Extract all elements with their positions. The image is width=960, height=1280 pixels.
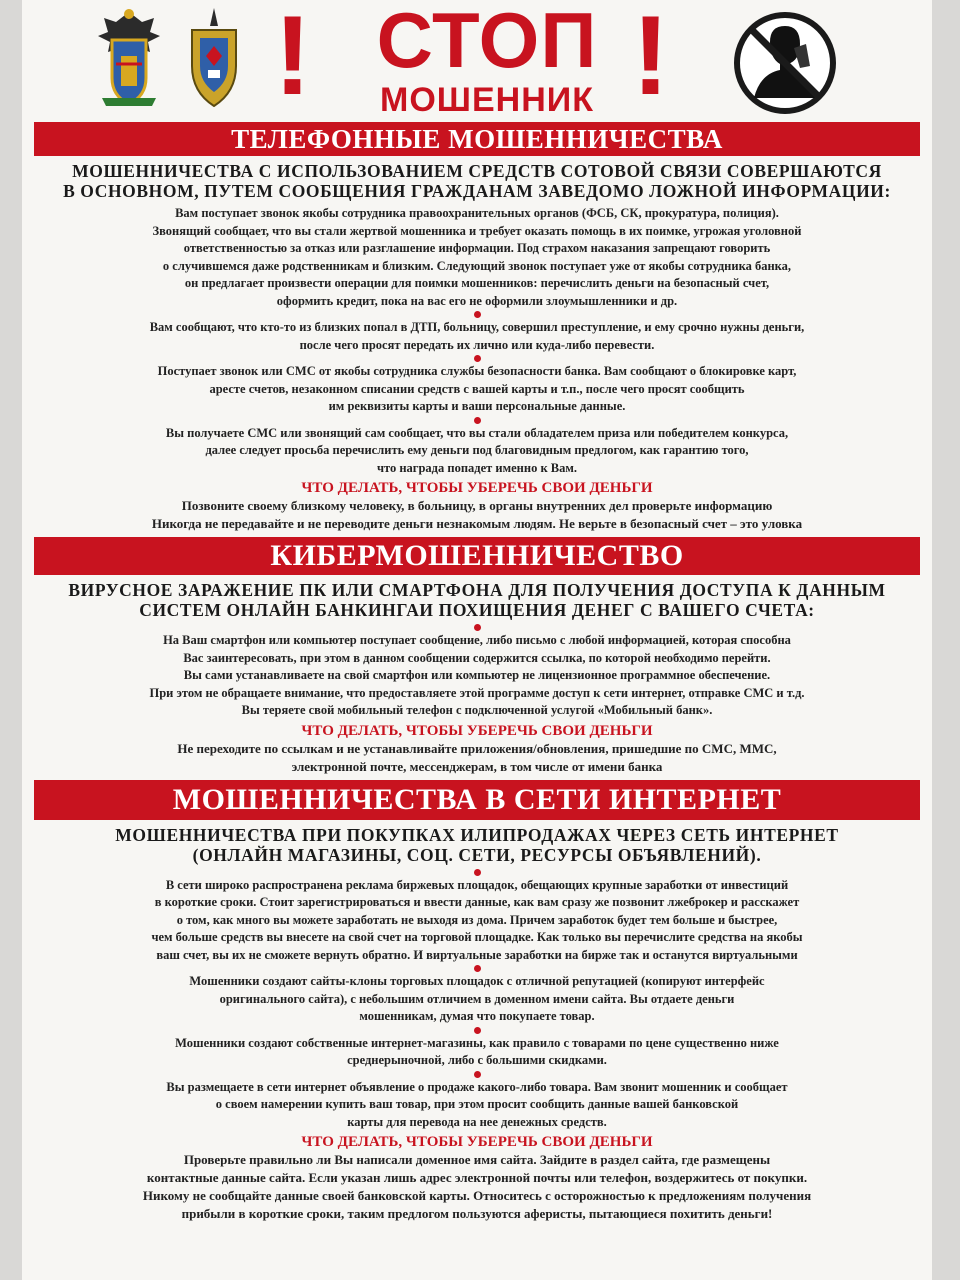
fraud-item: Вы получаете СМС или звонящий сам сообщает, что вы стали обладателем приза или победителем конкурса, далее следует просьба перечислить ему деньги под благовидным предлогом, как гарантию того, что награда попадет именно к Вам. (165, 425, 789, 475)
poster-header (22, 0, 932, 122)
poster-title: СТОП (376, 0, 598, 84)
section-lead-internet-fraud: МОШЕННИЧЕСТВА ПРИ ПОКУПКАХ ИЛИПРОДАЖАХ ЧЕРЕЗ СЕТЬ ИНТЕРНЕТ (ОНЛАЙН МАГАЗИНЫ, СОЦ. СЕТИ, РЕСУРСЫ ОБЪЯВЛЕНИЙ). (115, 824, 839, 865)
advice-text: Не переходите по ссылкам и не устанавливайте приложения/обновления, пришедшие по СМС, ММС, электронной почте, мессенджерам, в том числе от имени банка (177, 740, 777, 774)
what-to-do-heading: ЧТО ДЕЛАТЬ, ЧТОБЫ УБЕРЕЧЬ СВОИ ДЕНЬГИ (301, 1134, 653, 1150)
fraud-item: На Ваш смартфон или компьютер поступает сообщение, либо письмо с любой информацией, которая способна Вас заинтересовать, при этом в данном сообщении содержится ссылка, по которой необходимо перейти. Вы сами устанавливаете на свой смартфон или компьютер не лицензионное программное обеспечение. При этом не обращаете внимание, что предоставляете этой программе доступ к сети интернет, отправке СМС и т.д. Вы теряете свой мобильный телефон с подключенной услугой «Мобильный банк». (149, 633, 805, 717)
no-phone-call-icon (730, 8, 840, 118)
fraud-item: Мошенники создают собственные интернет-магазины, как правило с товарами по цене существенно ниже среднерыночной, либо с большими скидками. (175, 1035, 779, 1067)
bullet-dot (474, 624, 481, 631)
section-lead-cyber-fraud: ВИРУСНОЕ ЗАРАЖЕНИЕ ПК ИЛИ СМАРТФОНА ДЛЯ ПОЛУЧЕНИЯ ДОСТУПА К ДАННЫМ СИСТЕМ ОНЛАЙН БАНКИНГАИ ПОХИЩЕНИЯ ДЕНЕГ С ВАШЕГО СЧЕТА: (68, 580, 886, 620)
police-shield-emblem-icon (182, 6, 246, 110)
section-banner-cyber-fraud: КИБЕРМОШЕННИЧЕСТВО (34, 537, 920, 575)
section-banner-internet-fraud: МОШЕННИЧЕСТВА В СЕТИ ИНТЕРНЕТ (34, 780, 920, 820)
bullet-dot (474, 355, 481, 362)
fraud-item: Вам поступает звонок якобы сотрудника правоохранительных органов (ФСБ, СК, прокуратура, полиция). Звонящий сообщает, что вы стали жертвой мошенника и требует оказать помощь в их поимке, угрожая уголовной ответственностью за отказ или разглашение информации. Под страхом наказания запрещают говорить о случившемся даже родственникам и близким. Следующий звонок поступает уже от якобы сотрудника банка, он предлагает произвести операции для поимки мошенников: перечислить деньги на безопасный счет, оформить кредит, пока на вас его не оформили злоумышленники и др. (152, 206, 802, 308)
fraud-item: Поступает звонок или СМС от якобы сотрудника службы безопасности банка. Вам сообщают о блокировке карт, аресте счетов, незаконном списании средств с вашей карты и т.п., после чего просят сообщить им реквизиты карты и ваши персональные данные. (157, 364, 797, 413)
fraud-item: В сети широко распространена реклама биржевых площадок, обещающих крупные заработки от инвестиций в короткие сроки. Стоит зарегистрироваться и ввести данные, как вам сразу же позвонит лжеброкер и расскажет о том, как много вы можете заработать не выходя из дома. Причем заработок будет тем больше и быстрее, чем больше средств вы внесете на свой счет на торговой площадке. Как только вы перечислите средства на якобы ваш счет, вы их не сможете вернуть обратно. И виртуальные заработки на бирже так и останутся виртуальными (151, 877, 803, 962)
bullet-dot (474, 311, 481, 318)
exclamation-mark-right: ! (632, 0, 670, 118)
bullet-dot (474, 869, 481, 876)
bullet-dot (474, 417, 481, 424)
fraud-item: Вы размещаете в сети интернет объявление о продаже какого-либо товара. Вам звонит мошенник и сообщает о своем намерении купить ваш товар, при этом просит сообщить данные вашей банковской карты для перевода на нее денежных средств. (166, 1079, 788, 1129)
coat-of-arms-icon (94, 6, 164, 110)
poster (22, 0, 932, 1280)
section-banner-phone-fraud: ТЕЛЕФОННЫЕ МОШЕННИЧЕСТВА (34, 122, 920, 156)
fraud-item: Мошенники создают сайты-клоны торговых площадок с отличной репутацией (копируют интерфейс оригинального сайта), с небольшим отличием в доменном имени сайта. Вы отдаете деньги мошенникам, думая что покупаете товар. (189, 974, 765, 1023)
bullet-dot (474, 1027, 481, 1034)
fraud-item: Вам сообщают, что кто-то из близких попал в ДТП, больницу, совершил преступление, и ему срочно нужны деньги, после чего просят передать их лично или куда-либо перевести. (149, 320, 805, 352)
what-to-do-heading: ЧТО ДЕЛАТЬ, ЧТОБЫ УБЕРЕЧЬ СВОИ ДЕНЬГИ (301, 480, 653, 496)
bullet-dot (474, 965, 481, 972)
what-to-do-heading: ЧТО ДЕЛАТЬ, ЧТОБЫ УБЕРЕЧЬ СВОИ ДЕНЬГИ (301, 722, 653, 739)
section-lead-phone-fraud: МОШЕННИЧЕСТВА С ИСПОЛЬЗОВАНИЕМ СРЕДСТВ СОТОВОЙ СВЯЗИ СОВЕРШАЮТСЯ В ОСНОВНОМ, ПУТЕМ СООБЩЕНИЯ ГРАЖДАНАМ ЗАВЕДОМО ЛОЖНОЙ ИНФОРМАЦИИ: (63, 161, 891, 201)
exclamation-mark-left: ! (274, 0, 312, 118)
advice-text: Позвоните своему близкому человеку, в больницу, в органы внутренних дел проверьте информацию Никогда не передавайте и не переводите деньги незнакомым людям. Не верьте в безопасный счет – это уловка (151, 498, 803, 531)
bullet-dot (474, 1071, 481, 1078)
advice-text: Проверьте правильно ли Вы написали доменное имя сайта. Зайдите в раздел сайта, где размещены контактные данные сайта. Если указан лишь адрес электронной почты или телефон, воздержитесь от покупки. Никому не сообщайте данные своей банковской карты. Относитесь с осторожностью к предложениям получения прибыли в короткие сроки, таким предлогом пользуются аферисты, пытающиеся похитить деньги! (142, 1152, 812, 1221)
poster-subtitle: МОШЕННИК (380, 81, 594, 119)
